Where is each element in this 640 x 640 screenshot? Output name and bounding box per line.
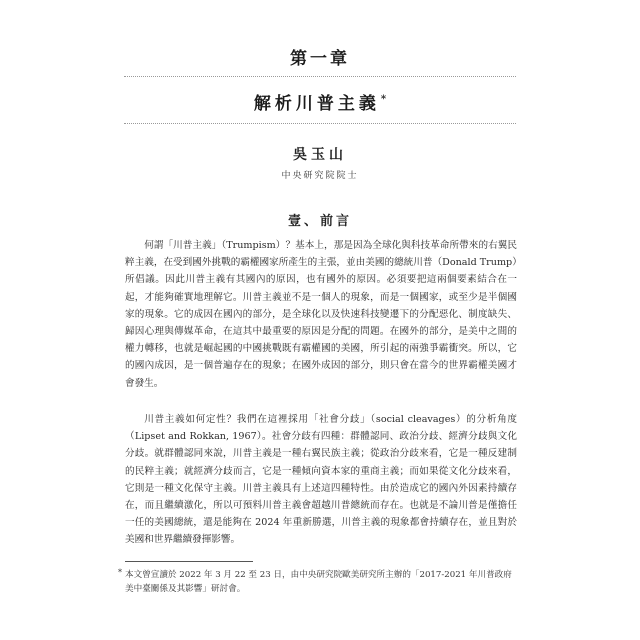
footnote-divider <box>125 561 253 562</box>
chapter-title <box>0 89 640 114</box>
footnote-text: 本文曾宣讀於 2022 年 3 月 22 至 23 日，由中央研究院歐美研究所主辦的「2017-2021 年川普政府美中臺關係及其影響」研討會。 <box>125 570 512 594</box>
footnote <box>118 568 517 596</box>
author-affiliation: 中央研究院院士 <box>281 171 359 181</box>
chapter-label: 第一章 <box>290 49 350 69</box>
title-top-rule <box>124 76 516 77</box>
title-bottom-rule <box>124 123 516 124</box>
author-name: 吳玉山 <box>293 147 347 163</box>
body-paragraph-1-block <box>125 237 517 392</box>
body-paragraph: 川普主義如何定性？我們在這裡採用「社會分歧」（social cleavages）的分析角度（Lipset and Rokkan, 1967）。社會分歧有四種：群體認同、政治分歧、經濟分歧與文化分歧。就群體認同來說，川普主義是一種右翼民族主義；從政治分歧來看，它是一種反建制的民粹主義；就經濟分歧而言，它是一種傾向資本家的重商主義；而如果從文化分歧來看，它則是一種文化保守主義。川普主義具有上述這四種特性。由於造成它的國內外因素持續存在，而且繼續激化，所以可預料川普主義會超越川普總統而存在。也就是不論川普是僅擔任一任的美國總統，還是能夠在 2024 年重新勝選，川普主義的現象都會持續存在，並且對於美國和世界繼續發揮影響。 <box>125 414 517 546</box>
body-paragraph: 何謂「川普主義」（Trumpism）？基本上，那是因為全球化與科技革命所帶來的右翼民粹主義，在受到國外挑戰的霸權國家所產生的主張，並由美國的總統川普（Donald Trump）所倡議。因此川普主義有其國內的原因，也有國外的原因。必須要把這兩個要素結合在一起，才能夠確實地理解它。川普主義並不是一個人的現象，而是一個國家，或至少是半個國家的現象。它的成因在國內的部分，是全球化以及快速科技變遷下的分配惡化、制度缺失、歸因心理與傳媒革命，在這其中最重要的原因是分配的問題。在國外的部分，是美中之間的權力轉移，也就是崛起國的中國挑戰既有霸權國的美國，所引起的兩強爭霸衝突。所以，它的國內成因，是一個普遍存在的現象；在國外成因的部分，則只會在當今的世界霸權美國才會發生。 <box>125 240 517 389</box>
footnote-mark: * <box>118 568 122 577</box>
chapter-title-text: 解析川普主義 <box>253 94 380 114</box>
title-footnote-mark: * <box>380 94 387 106</box>
body-paragraph-2-block <box>125 411 517 549</box>
section-heading: 壹、前言 <box>287 214 352 229</box>
